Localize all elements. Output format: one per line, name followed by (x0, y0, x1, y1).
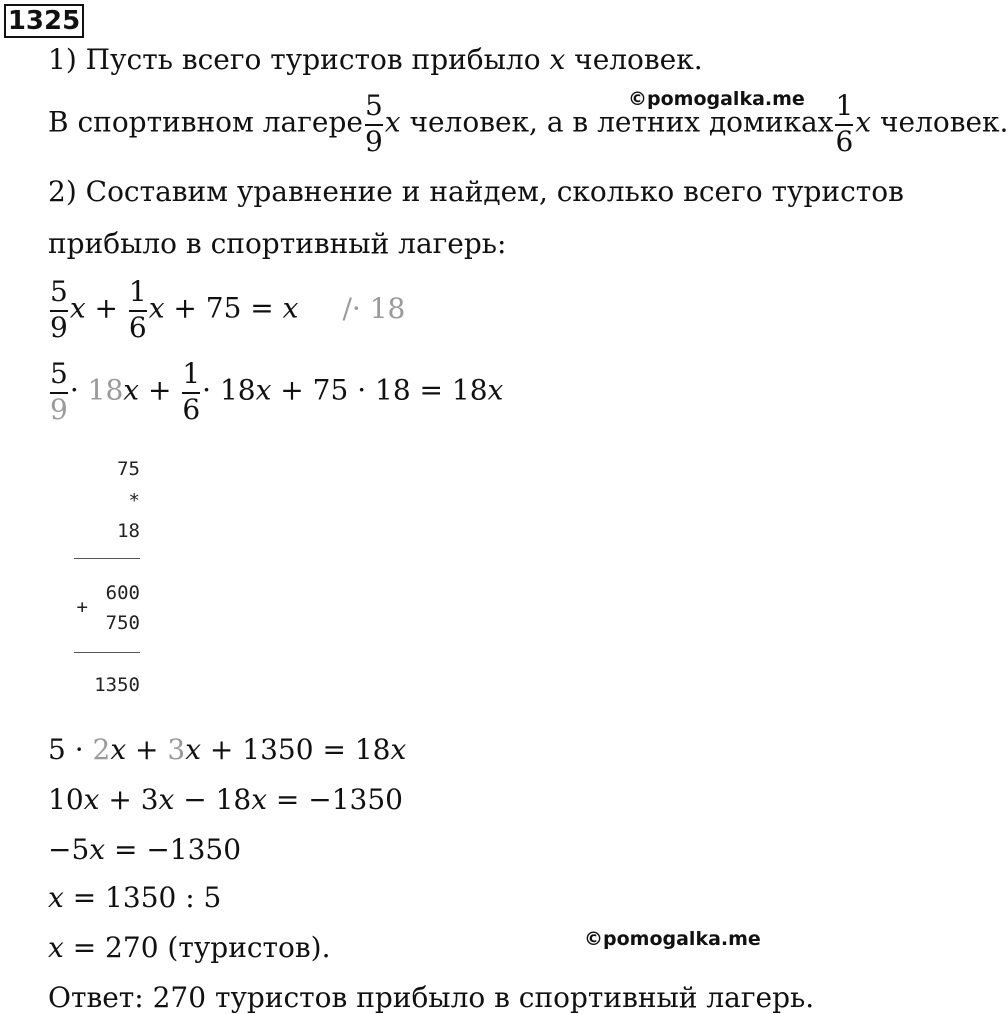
eq1-fraction-one-sixth: $\frac{1}{6}$ (128, 275, 147, 344)
step1-line2: В спортивном лагере $\frac{5}{9}$ x человек, а в летних домиках $\frac{1}{6}$ x человек. (48, 89, 1008, 158)
problem-number: 1325 (4, 4, 84, 38)
mult-result: 1350 (94, 674, 140, 696)
mult-divider-1 (74, 558, 140, 559)
mult-operand-a: 75 (117, 458, 140, 480)
partial-product-2: 750 (105, 612, 140, 634)
multiply-note: /· 18 (342, 291, 406, 325)
solution-line-2: 10x + 3x − 18x = −1350 (48, 783, 403, 816)
watermark-bottom: ©pomogalka.me (584, 928, 761, 950)
solution-line-5: x = 270 (туристов). (48, 931, 331, 964)
partial-product-1: 600 (105, 582, 140, 604)
fraction-five-ninths: $\frac{5}{9}$ (364, 89, 383, 158)
addition-sign: + (76, 596, 88, 618)
summer-houses-text: человек, а в летних домиках (400, 105, 834, 139)
solution-line-3: −5x = −1350 (48, 833, 242, 866)
equation-1: $\frac{5}{9}$ x + $\frac{1}{6}$ x + 75 = x /· 18 (50, 275, 406, 344)
step2-line2: прибыло в спортивный лагерь: (48, 227, 507, 260)
mult-operand-b: 18 (117, 520, 140, 542)
mult-operator: * (128, 490, 140, 512)
solution-line-4: x = 1350 : 5 (48, 881, 222, 914)
step1-text: 1) Пусть всего туристов прибыло (48, 43, 550, 76)
solution-line-1: 5 · 2x + 3x + 1350 = 18x (48, 733, 407, 766)
mult-divider-2 (74, 652, 140, 653)
people-text: человек. (871, 105, 1008, 139)
eq2-fraction-one-sixth: $\frac{1}{6}$ (182, 357, 201, 426)
watermark-top: ©pomogalka.me (628, 88, 805, 110)
equation-2: $\frac{5}{9}$ · 18x + $\frac{1}{6}$ · 18x + 75 · 18 = 18x (50, 357, 504, 426)
eq2-fraction-five-ninths: $\frac{5}{9}$ (50, 357, 68, 426)
step1-line1 (48, 43, 703, 76)
fraction-one-sixth: $\frac{1}{6}$ (835, 89, 854, 158)
sport-camp-text: В спортивном лагере (48, 105, 363, 139)
step1-text-end: человек. (565, 43, 703, 76)
variable-x: x (549, 43, 566, 76)
answer-line: Ответ: 270 туристов прибыло в спортивный лагерь. (48, 981, 815, 1014)
eq1-fraction-five-ninths: $\frac{5}{9}$ (50, 275, 68, 344)
step2-line1: 2) Составим уравнение и найдем, сколько всего туристов (48, 175, 904, 208)
